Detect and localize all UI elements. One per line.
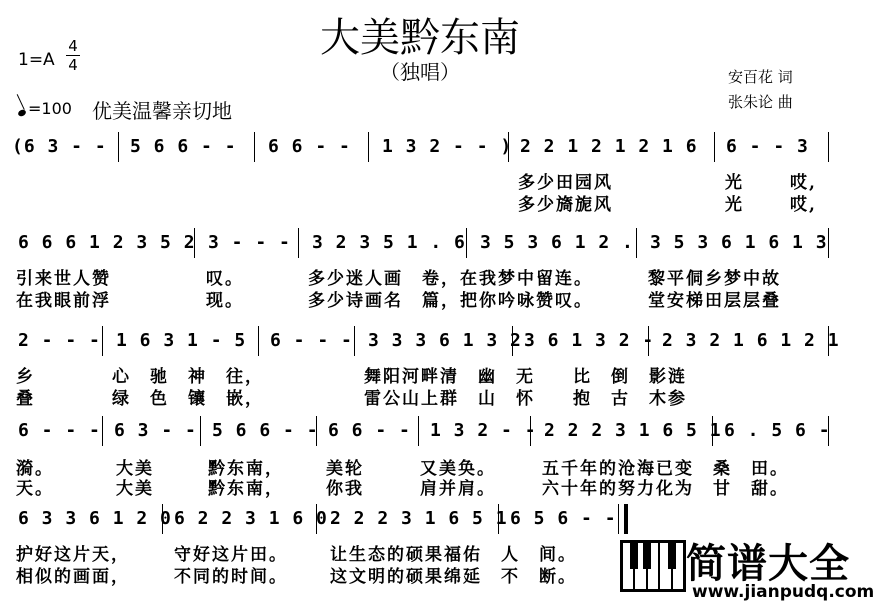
lyric-verse1: 心 驰 神 往， [112, 367, 264, 387]
lyric-verse1: 漪。 [16, 459, 54, 479]
bar-line [512, 326, 513, 356]
bar-line [254, 132, 255, 162]
lyric-verse1: 引来世人赞 [16, 269, 111, 289]
bar-line [648, 326, 649, 356]
lyric-verse1: 让生态的硕果福佑 人 间。 [330, 545, 577, 565]
measure: 2 3 2 1 6 1 2 1 [662, 330, 840, 351]
measure: 1 6 3 1 - 5 [116, 330, 247, 351]
bar-line [466, 228, 467, 258]
lyric-verse1: 守好这片田。 [174, 545, 288, 565]
bar-line [194, 228, 195, 258]
bar-line [298, 228, 299, 258]
lyricist: 安百花 词 [728, 68, 793, 86]
measure: 6 - - 3 [726, 136, 809, 157]
key-signature: 1=A [18, 50, 55, 70]
bar-line [258, 326, 259, 356]
measure: 2 2 2 3 1 6 5 1 [544, 420, 722, 441]
measure: 6 2 2 3 1 6 0 [174, 508, 328, 529]
lyric-verse1: 五千年的沧海已变 桑 田。 [542, 459, 789, 479]
bar-line [508, 132, 509, 162]
lyric-verse1: 护好这片天， [16, 545, 130, 565]
lyric-verse1: 舞阳河畔清 幽 无 比 倒 影涟 [364, 367, 687, 387]
measure: 1 3 2 - - [430, 420, 537, 441]
bar-line [102, 326, 103, 356]
measure: 6 6 - - [268, 136, 351, 157]
lyric-verse2: 肩并肩。 [420, 479, 496, 499]
lyric-verse1: 大美 [116, 459, 154, 479]
bar-line [118, 132, 119, 162]
measure: (6 3 - - [12, 136, 107, 157]
lyric-verse1: 乡 [16, 367, 35, 387]
bar-line [618, 504, 619, 534]
lyric-verse1: 黎平侗乡梦中故 [648, 269, 781, 289]
bar-line [828, 326, 829, 356]
measure: 6 5 6 - - [510, 508, 617, 529]
bar-line [102, 416, 103, 446]
final-bar-line [624, 504, 628, 534]
lyric-verse1: 黔东南， [208, 459, 284, 479]
logo-url: www.jianpudq.com [692, 582, 874, 602]
measure: 2 2 1 2 1 2 1 6 [520, 136, 698, 157]
lyric-verse2: 六十年的努力化为 甘 甜。 [542, 479, 789, 499]
lyric-verse1: 光 [725, 173, 744, 193]
lyric-verse2: 哎, [790, 195, 817, 215]
expression-text: 优美温馨亲切地 [92, 99, 232, 123]
song-subtitle: （独唱） [380, 60, 460, 84]
measure: 2 2 2 3 1 6 5 1 [330, 508, 508, 529]
measure: 3 - - - [208, 232, 291, 253]
lyric-verse2: 相似的画面， [16, 567, 130, 587]
bar-line [636, 228, 637, 258]
bar-line [368, 132, 369, 162]
lyric-verse2: 多少旖旎风 [518, 195, 613, 215]
lyric-verse2: 现。 [206, 291, 244, 311]
lyric-verse2: 天。 [16, 479, 54, 499]
bar-line [162, 504, 163, 534]
measure: 3 5 3 6 1 2 . [480, 232, 634, 253]
measure: 5 6 6 - - [212, 420, 319, 441]
staff-1 [0, 136, 840, 176]
bar-line [498, 504, 499, 534]
bar-line [200, 416, 201, 446]
time-signature [66, 38, 80, 73]
lyric-verse2: 不同的时间。 [174, 567, 288, 587]
tempo-value: =100 [28, 99, 72, 118]
time-bottom: 4 [68, 56, 78, 74]
bar-line [828, 416, 829, 446]
lyric-verse2: 多少诗画名 篇，把你吟咏赞叹。 [308, 291, 593, 311]
measure: 6 6 6 1 2 3 5 2 [18, 232, 196, 253]
lyric-verse1: 又美奂。 [420, 459, 496, 479]
bar-line [714, 132, 715, 162]
logo-text: 简谱大全 [686, 541, 850, 587]
song-title: 大美黔东南 [320, 15, 520, 61]
bar-line [316, 416, 317, 446]
measure: 6 3 - - [114, 420, 197, 441]
bar-line [316, 504, 317, 534]
quarter-note-icon [17, 109, 27, 118]
measure: 6 3 3 6 1 2 0 [18, 508, 172, 529]
piano-icon [620, 540, 686, 592]
lyric-verse2: 叠 [16, 389, 35, 409]
lyric-verse2: 雷公山上群 山 怀 抱 古 木参 [364, 389, 687, 409]
lyric-verse2: 这文明的硕果绵延 不 断。 [330, 567, 577, 587]
bar-line [354, 326, 355, 356]
measure: 3 3 3 6 1 3 2 [368, 330, 522, 351]
measure: 6 - - - [270, 330, 353, 351]
lyric-verse1: 美轮 [326, 459, 364, 479]
bar-line [530, 416, 531, 446]
lyric-verse1: 叹。 [206, 269, 244, 289]
bar-line [828, 228, 829, 258]
lyric-verse2: 堂安梯田层层叠 [648, 291, 781, 311]
lyric-verse2: 大美 [116, 479, 154, 499]
lyric-verse2: 在我眼前浮 [16, 291, 111, 311]
composer: 张朱论 曲 [728, 93, 793, 111]
measure: 6 6 - - [328, 420, 411, 441]
lyric-verse2: 你我 [326, 479, 364, 499]
lyric-verse1: 多少迷人画 卷，在我梦中留连。 [308, 269, 593, 289]
measure: 5 6 6 - - [130, 136, 237, 157]
lyric-verse2: 光 [725, 195, 744, 215]
bar-line [418, 416, 419, 446]
lyric-verse1: 多少田园风 [518, 173, 613, 193]
measure: 2 - - - [18, 330, 101, 351]
measure: 6 - - - [18, 420, 101, 441]
measure: 1 3 2 - - ) [382, 136, 513, 157]
measure: 6 . 5 6 - [724, 420, 831, 441]
jianpudq-logo [612, 532, 874, 606]
tempo-marking [18, 99, 72, 118]
bar-line [828, 132, 829, 162]
measure: 3 2 3 5 1 . 6 [312, 232, 466, 253]
measure: 3 6 1 3 2 - [524, 330, 655, 351]
lyric-verse2: 绿 色 镶 嵌， [112, 389, 264, 409]
measure: 3 5 3 6 1 6 1 3 [650, 232, 828, 253]
time-top: 4 [68, 37, 78, 55]
lyric-verse1: 哎, [790, 173, 817, 193]
lyric-verse2: 黔东南， [208, 479, 284, 499]
bar-line [712, 416, 713, 446]
